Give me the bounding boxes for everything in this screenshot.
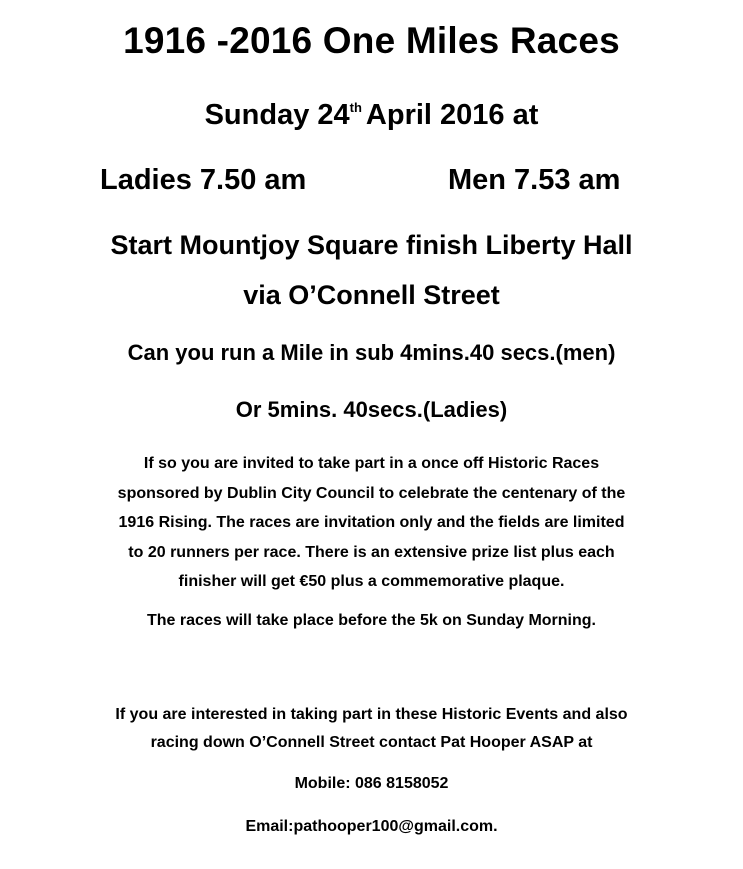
contact-mobile: Mobile: 086 8158052 [294, 775, 449, 792]
interest-line-2: racing down O’Connell Street contact Pat Hooper ASAP at [150, 734, 593, 751]
invitation-line: If so you are invited to take part in a once off Historic Races [143, 455, 600, 472]
men-start-time: Men 7.53 am [448, 164, 621, 196]
page-title: 1916 -2016 One Miles Races [123, 20, 620, 61]
invitation-line: finisher will get €50 plus a commemorative plaque. [178, 573, 565, 590]
challenge-line-2: Or 5mins. 40secs.(Ladies) [235, 397, 508, 422]
invitation-line: 1916 Rising. The races are invitation only and the fields are limited [118, 514, 625, 531]
races-timing-note: The races will take place before the 5k on Sunday Morning. [146, 612, 596, 629]
invitation-paragraph [60, 449, 683, 597]
invitation-line: to 20 runners per race. There is an extensive prize list plus each [128, 543, 615, 561]
route-line-1: Start Mountjoy Square finish Liberty Hall [110, 230, 633, 260]
date-ordinal-suffix: th [349, 100, 362, 115]
invitation-line: sponsored by Dublin City Council to celebrate the centenary of the [117, 484, 626, 502]
date-rest: April 2016 at [365, 99, 539, 131]
contact-email: Email:pathooper100@gmail.com. [245, 818, 498, 835]
race-times [0, 164, 743, 204]
date-prefix: Sunday 24 [204, 99, 350, 131]
challenge-line-1: Can you run a Mile in sub 4mins.40 secs.(men) [127, 340, 616, 365]
route-line-2: via O’Connell Street [243, 280, 500, 310]
ladies-start-time: Ladies 7.50 am [100, 164, 307, 196]
interest-line-1: If you are interested in taking part in these Historic Events and also [115, 706, 628, 723]
race-date [0, 99, 743, 132]
interest-paragraph [50, 701, 693, 757]
